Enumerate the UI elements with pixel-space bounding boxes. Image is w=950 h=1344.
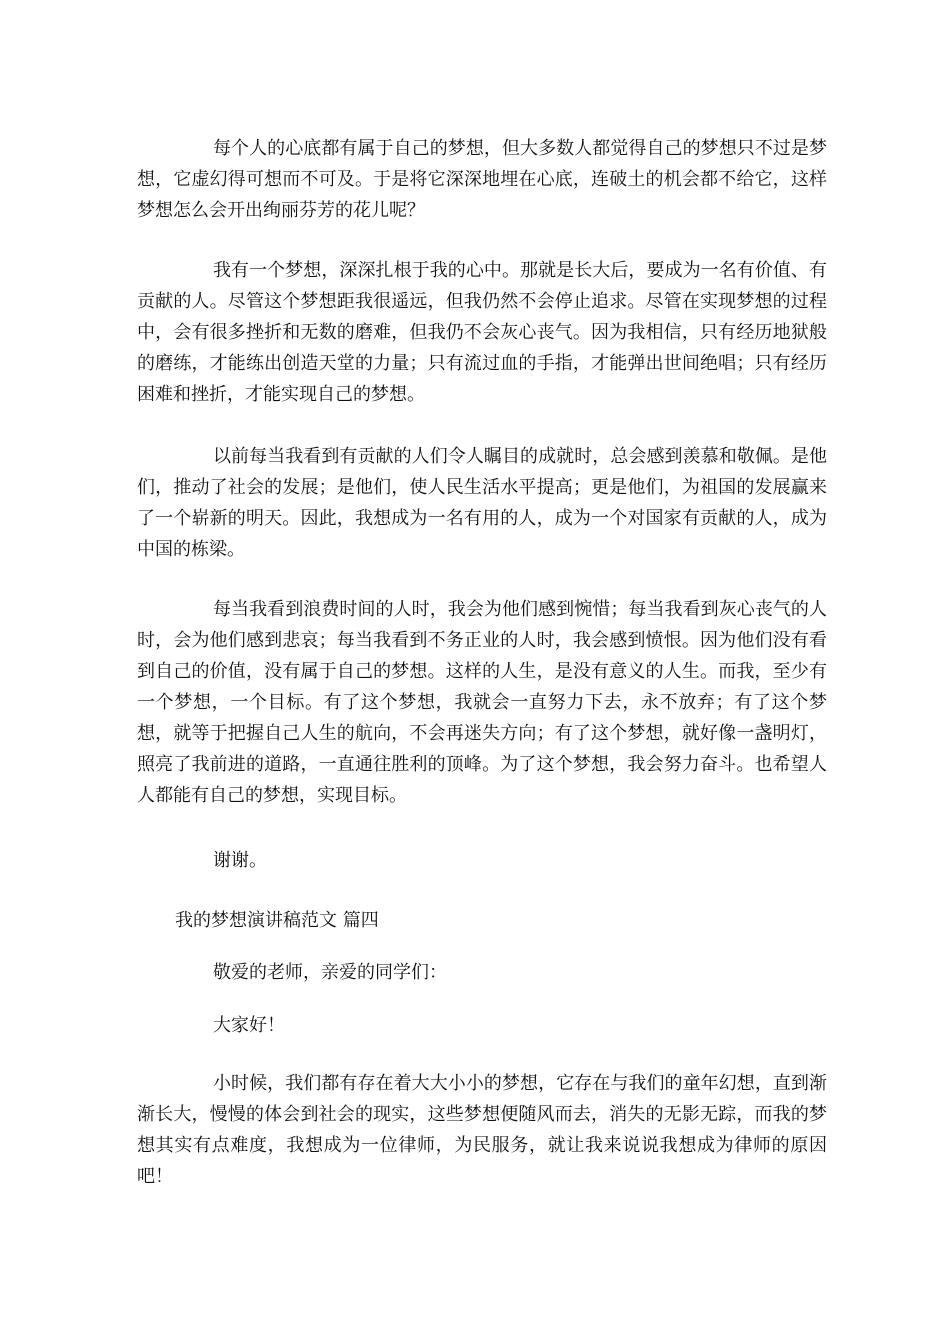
- section-heading: 我的梦想演讲稿范文 篇四: [175, 910, 379, 931]
- paragraph-2: 我有一个梦想，深深扎根于我的心中。那就是长大后，要成为一名有价值、有贡献的人。尽管这个梦想距我很遥远，但我仍然不会停止追求。尽管在实现梦想的过程中，会有很多挫折和无数的磨难，但我仍不会灰心丧气。因为我相信，只有经历地狱般的磨练，才能练出创造天堂的力量；只有流过血的手指，才能弹出世间绝唱；只有经历困难和挫折，才能实现自己的梦想。: [137, 260, 827, 405]
- salutation-line: 敬爱的老师，亲爱的同学们：: [213, 962, 447, 983]
- paragraph-final: 小时候，我们都有存在着大大小小的梦想，它存在与我们的童年幻想，直到渐渐长大，慢慢的体会到社会的现实，这些梦想便随风而去，消失的无影无踪，而我的梦想其实有点难度，我想成为一位律师，为民服务，就让我来说说我想成为律师的原因吧！: [137, 1073, 827, 1187]
- greeting-line: 大家好！: [213, 1015, 285, 1036]
- paragraph-3: 以前每当我看到有贡献的人们令人瞩目的成就时，总会感到羡慕和敬佩。是他们，推动了社会的发展；是他们，使人民生活水平提高；更是他们，为祖国的发展赢来了一个崭新的明天。因此，我想成为一名有用的人，成为一个对国家有贡献的人，成为中国的栋梁。: [137, 446, 827, 560]
- thanks-line: 谢谢。: [213, 850, 267, 871]
- paragraph-4: 每当我看到浪费时间的人时，我会为他们感到惋惜；每当我看到灰心丧气的人时，会为他们感到悲哀；每当我看到不务正业的人时，我会感到愤恨。因为他们没有看到自己的价值，没有属于自己的梦想。这样的人生，是没有意义的人生。而我，至少有一个梦想，一个目标。有了这个梦想，我就会一直努力下去，永不放弃；有了这个梦想，就等于把握自己人生的航向，不会再迷失方向；有了这个梦想，就好像一盏明灯，照亮了我前进的道路，一直通往胜利的顶峰。为了这个梦想，我会努力奋斗。也希望人人都能有自己的梦想，实现目标。: [137, 599, 827, 806]
- paragraph-1: 每个人的心底都有属于自己的梦想，但大多数人都觉得自己的梦想只不过是梦想，它虚幻得可想而不可及。于是将它深深地埋在心底，连破土的机会都不给它，这样梦想怎么会开出绚丽芬芳的花儿呢？: [137, 138, 827, 221]
